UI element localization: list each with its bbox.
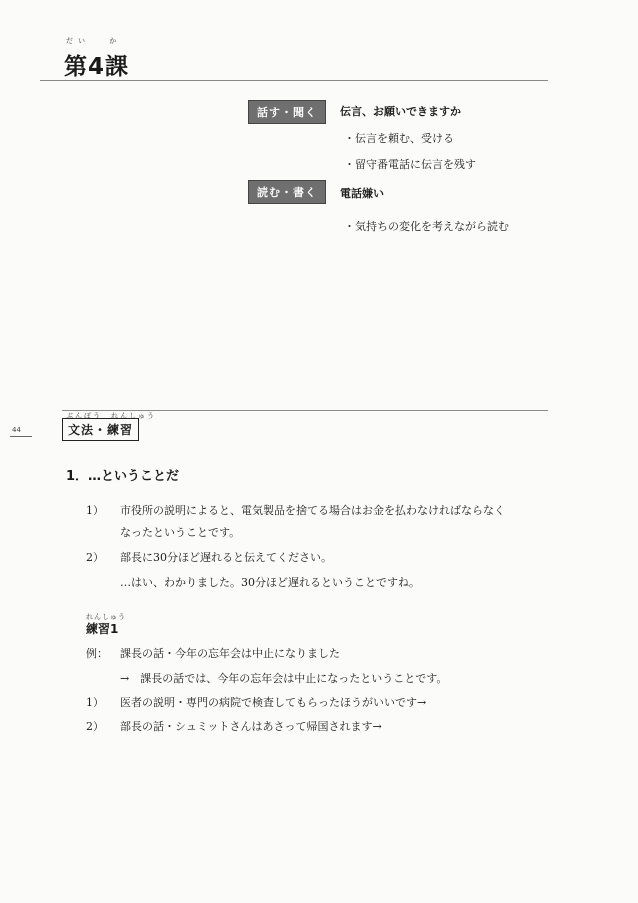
exercise-example-answer: → 課長の話では、今年の忘年会は中止になったということです。: [120, 672, 448, 685]
example-line: なったということです。: [120, 526, 241, 539]
exercise-item: 部長の話・シュミットさんはあさって帰国されます→: [120, 720, 382, 733]
grammar-point-title: 1．…ということだ: [66, 469, 180, 484]
exercise-example-label: 例：: [86, 647, 108, 660]
exercise-ruby: れんしゅう: [86, 613, 126, 621]
exercise-item-number: 1）: [86, 696, 104, 709]
exercise-title: 練習1: [86, 622, 119, 636]
exercise-example-line: 課長の話・今年の忘年会は中止になりました: [120, 647, 340, 660]
section-tag-reading: 読む・書く: [248, 180, 326, 204]
lesson-title: 第4課: [64, 54, 130, 80]
section-bullet: ・伝言を頼む、受ける: [344, 132, 454, 145]
section-title-reading: 電話嫌い: [340, 187, 384, 200]
lesson-title-ruby: だい か: [66, 37, 122, 45]
example-line: …はい、わかりました。30分ほど遅れるということですね。: [120, 576, 420, 589]
page-number-underline: [10, 436, 32, 437]
example-line: 市役所の説明によると、電気製品を捨てる場合はお金を払わなければならなく: [120, 504, 505, 517]
section-title-speaking: 伝言、お願いできますか: [340, 105, 461, 118]
section-tag-speaking: 話す・聞く: [248, 100, 326, 124]
section-bullet: ・気持ちの変化を考えながら読む: [344, 220, 509, 233]
page-number: 44: [12, 426, 21, 434]
example-line: 部長に30分ほど遅れると伝えてください。: [120, 551, 332, 564]
exercise-item-number: 2）: [86, 720, 104, 733]
exercise-item: 医者の説明・専門の病院で検査してもらったほうがいいです→: [120, 696, 427, 709]
section-bullet: ・留守番電話に伝言を残す: [344, 158, 476, 171]
example-number: 1）: [86, 504, 104, 517]
grammar-box-label: 文法・練習: [62, 418, 139, 441]
example-number: 2）: [86, 551, 104, 564]
header-rule: [40, 80, 548, 81]
grammar-box-ruby: ぶんぽう れんしゅう: [66, 412, 156, 420]
